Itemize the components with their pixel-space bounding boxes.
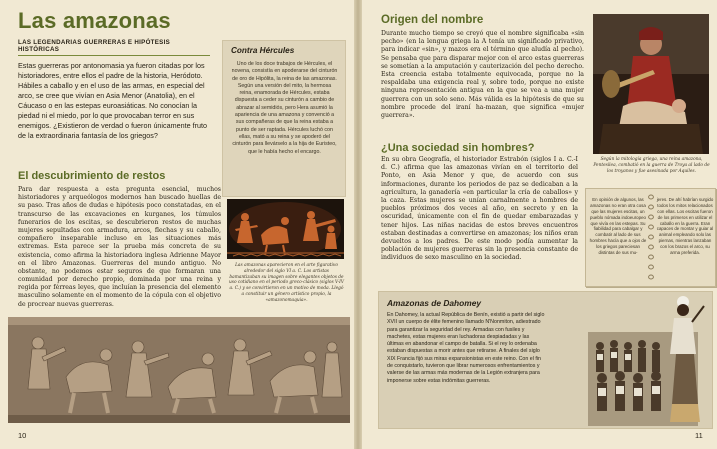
sidebar-body: Uno de los doce trabajos de Hércules, el novena, consistía en apoderarse del cinturón de oro de Hipólita, la reina de las amazonas. Según una versión del mito, la hermosa reina, enamorada de Hércules, estaba dispuesta a ceder su cinturón a cambio de abrazar al semidiós, pero Hera asumió la apariencia de una amazona y convenció a sus compañeras de que la reina estaba a punto de ser raptada. Hércules luchó con ellas, mató a su reina y se apoderó del cinturón para llevárselo a la hija de Euristeo, que le había hecho el encargo. (231, 61, 338, 155)
section-heading-restos: El descubrimiento de restos (18, 170, 166, 182)
section-heading-origen: Origen del nombre (381, 14, 484, 26)
intro-paragraph: Estas guerreras por antonomasia ya fueron citadas por los historiadores, entre ellos el padre de la historia, Heródoto. Hábiles a caballo y en el uso de las armas, en especial del arco, se cree que vivían en Asia Menor (Anatolia), en el Cáucaso o en las estepas euroasiáticas. No conocían la piedad ni el miedo, por lo que provocaban terror en sus enemigos. ¿Existieron de verdad o fueron únicamente fruto de la extraordinaria fantasía de los griegos? (18, 61, 207, 140)
dahomey-warriors-photo (588, 294, 710, 426)
page-subtitle: LAS LEGENDARIAS GUERRERAS E HIPÓTESIS HISTÓRICAS (18, 39, 210, 56)
section-body-sociedad: En su obra Geografía, el historiador Estrabón (siglos I a. C.-I d. C.) afirma que las amazonas vivían en el territorio del Ponto, en Asia Menor y que, de acuerdo con sus informaciones, durante los periodos de paz se dedicaban a la agricultura, la ganadería «en particular la cría de caballos» y la caza. Estas mujeres se unían carnalmente a hombres de pueblos próximos dos veces al año, en secreto y en la oscuridad, únicamente con el fin de quedar embarazadas y tener hijos. Las niñas nacidas de estos breves encuentros estaban destinadas a convertirse en amazonas; los niños eran devueltos a los padres. De este modo podía aumentar la población de mujeres guerreras sin la presencia constante de individuos de sexo masculino en la sociedad. (381, 156, 578, 262)
stone-frieze-image (8, 317, 350, 423)
book-gutter (354, 0, 362, 449)
notebook-spiral (648, 192, 654, 282)
painting-caption: Según la mitología griega, una reina amazona, Pentesilea, combatió en la guerra de Troya al lado de los troyanos y fue asesinada por Aquiles. (593, 157, 710, 174)
achilles-painting-image (593, 14, 709, 154)
sidebar-box-hercules (222, 40, 346, 197)
notebook-text-right: jeres. De ahí habrían surgido todos los mitos relacionados con ellas. Los escitas fueron de los primeros en utilizar el caballo en la guerra. Eran capaces de montar y guiar al animal empleando solo las piernas, mientras lanzaban con los brazos el arco, su arma preferida. (656, 197, 714, 256)
section-body-origen: Durante mucho tiempo se creyó que el nombre significaba «sin pecho» (en la lengua griega la A tenía un significado privativo, para indicar «sin», y mazos era el término que aludía al pecho). Se pensaba que para disparar mejor con el arco estas guerreras se sometían a la amputación y cauterización del pecho derecho. Esta creencia estaba totalmente equivocada, porque no la respaldaba una exigencia real y, sobre todo, porque no existe ninguna representación antigua en la que se vea a una mujer guerrera con un solo seno. Más válida es la hipótesis de que su nombre procede del iraní ha-mazan, que significa «mujer guerrera». (381, 30, 584, 119)
section-body-restos: Para dar respuesta a esta pregunta esencial, muchos historiadores y arqueólogos modernos han buscado huellas de su paso. Tras años de dudas e hipótesis poco constatadas, en el transcurso de las excavaciones en kurganes, los túmulos funerarios de los escitas, se descubrieron restos de muchas mujeres sepultadas con armadura, arcos, flechas y su caballo, compañero inseparable incluso en las situaciones más extremas. Esta parece ser la prueba más concreta de su existencia, como afirma la historiadora inglesa Adrienne Mayor en el libro Amazonas. Guerreras del mundo antiguo. No obstante, no podemos estar seguros de que formaran una comunidad por derecho propio, dominada por una reina y regida por férreas leyes, que incluían la presencia del elemento masculino solamente en el momento de la cópula con el objetivo de procrear nuevas guerreras. (18, 186, 221, 308)
vase-caption: Las amazonas aparecieron en el arte figurativo alrededor del siglo VI a. C. Los artistas bamantizaban su imagen sobre elegantes objetos de uso cotidiano en el periodo greco-clásico (siglos V-IV a. C.) y se convirtieron en un motivo de moda. Llegó a constituir un género artístico propio, la «amazonomaquia». (229, 263, 344, 303)
page-number-right: 11 (695, 431, 703, 440)
page-number-left: 10 (18, 431, 27, 440)
section-heading-sociedad: ¿Una sociedad sin hombres? (381, 142, 535, 154)
vase-painting-image (227, 199, 344, 259)
sidebar-title: Contra Hércules (231, 46, 295, 55)
page-title: Las amazonas (18, 8, 171, 33)
notebook-sidebar (585, 188, 716, 287)
notebook-text-left: En opinión de algunos, las amazonas no eran otra cosa que las mujeres escitas, un pueblo nómada indoeuropeo que vivía en las estepas. Su fiabilidad para cabalgar y combatir al lado de sus hombres hacía que a ojos de los griegos pareciesan distintas de sus mu- (589, 197, 647, 256)
dahomey-title: Amazonas de Dahomey (387, 298, 482, 308)
dahomey-body: En Dahomey, la actual República de Benín, existió a partir del siglo XVII un cuerpo de élite femenino llamado N'Nonmiton, adiestrado para garantizar la seguridad del rey. Armadas con fusiles y machetes, estas mujeres eran luchadoras despiadadas y las últimas en abandonar el campo de batalla. Si el rey lo ordenaba estaban dispuestas a morir antes que retirarse. A finales del siglo XIX Francia fijó sus miras expansionistas en este reino. Con el fin de conquistarlo, tuvieron que librar numerosos enfrentamientos y valerse de las armas más modernas de la Legión extranjera para imponerse sobre estas indómitas guerreras. (387, 312, 545, 384)
